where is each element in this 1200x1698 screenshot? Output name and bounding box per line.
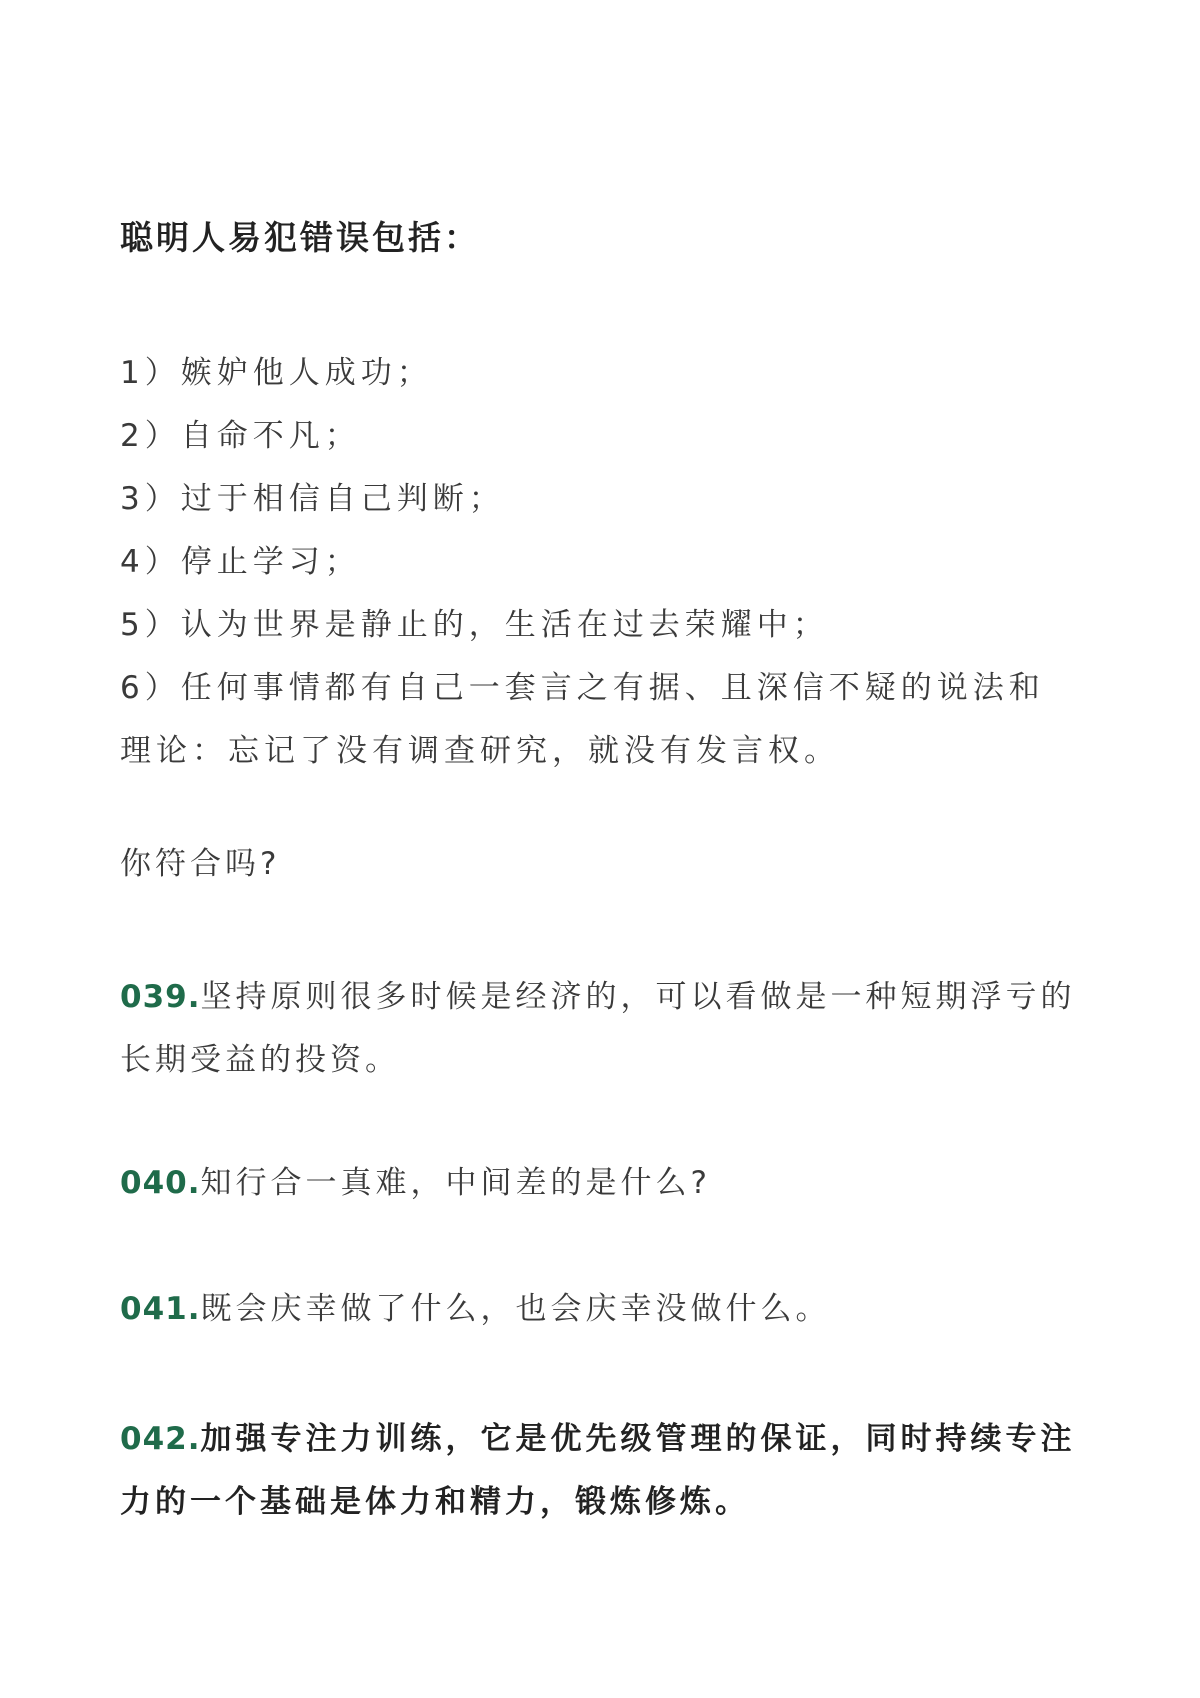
section-heading: 聪明人易犯错误包括： (120, 218, 480, 257)
entry-040 (120, 1152, 1080, 1215)
entry-text: 加强专注力训练，它是优先级管理的保证，同时持续专注力的一个基础是体力和精力，锻炼修炼。 (120, 1421, 1076, 1520)
entry-039 (120, 966, 1080, 1092)
question-text: 你符合吗? (120, 846, 281, 882)
entry-text: 坚持原则很多时候是经济的，可以看做是一种短期浮亏的长期受益的投资。 (120, 979, 1076, 1078)
list-item: 5）认为世界是静止的，生活在过去荣耀中； (120, 607, 829, 643)
list-item: 3）过于相信自己判断； (120, 481, 505, 517)
list-item: 1）嫉妒他人成功； (120, 355, 433, 391)
list-item: 4）停止学习； (120, 544, 361, 580)
list-item: 6）任何事情都有自己一套言之有据、且深信不疑的说法和理论：忘记了没有调查研究，就没有发言权。 (120, 670, 1045, 769)
entry-number: 041. (120, 1291, 201, 1327)
entry-text: 知行合一真难，中间差的是什么? (200, 1165, 711, 1201)
entry-042 (120, 1408, 1080, 1534)
entry-number: 042. (120, 1421, 201, 1457)
entry-041 (120, 1278, 1080, 1341)
mistake-list (120, 342, 1080, 783)
entry-number: 039. (120, 979, 201, 1015)
entry-number: 040. (120, 1165, 201, 1201)
entry-text: 既会庆幸做了什么，也会庆幸没做什么。 (200, 1291, 831, 1327)
list-item: 2）自命不凡； (120, 418, 361, 454)
